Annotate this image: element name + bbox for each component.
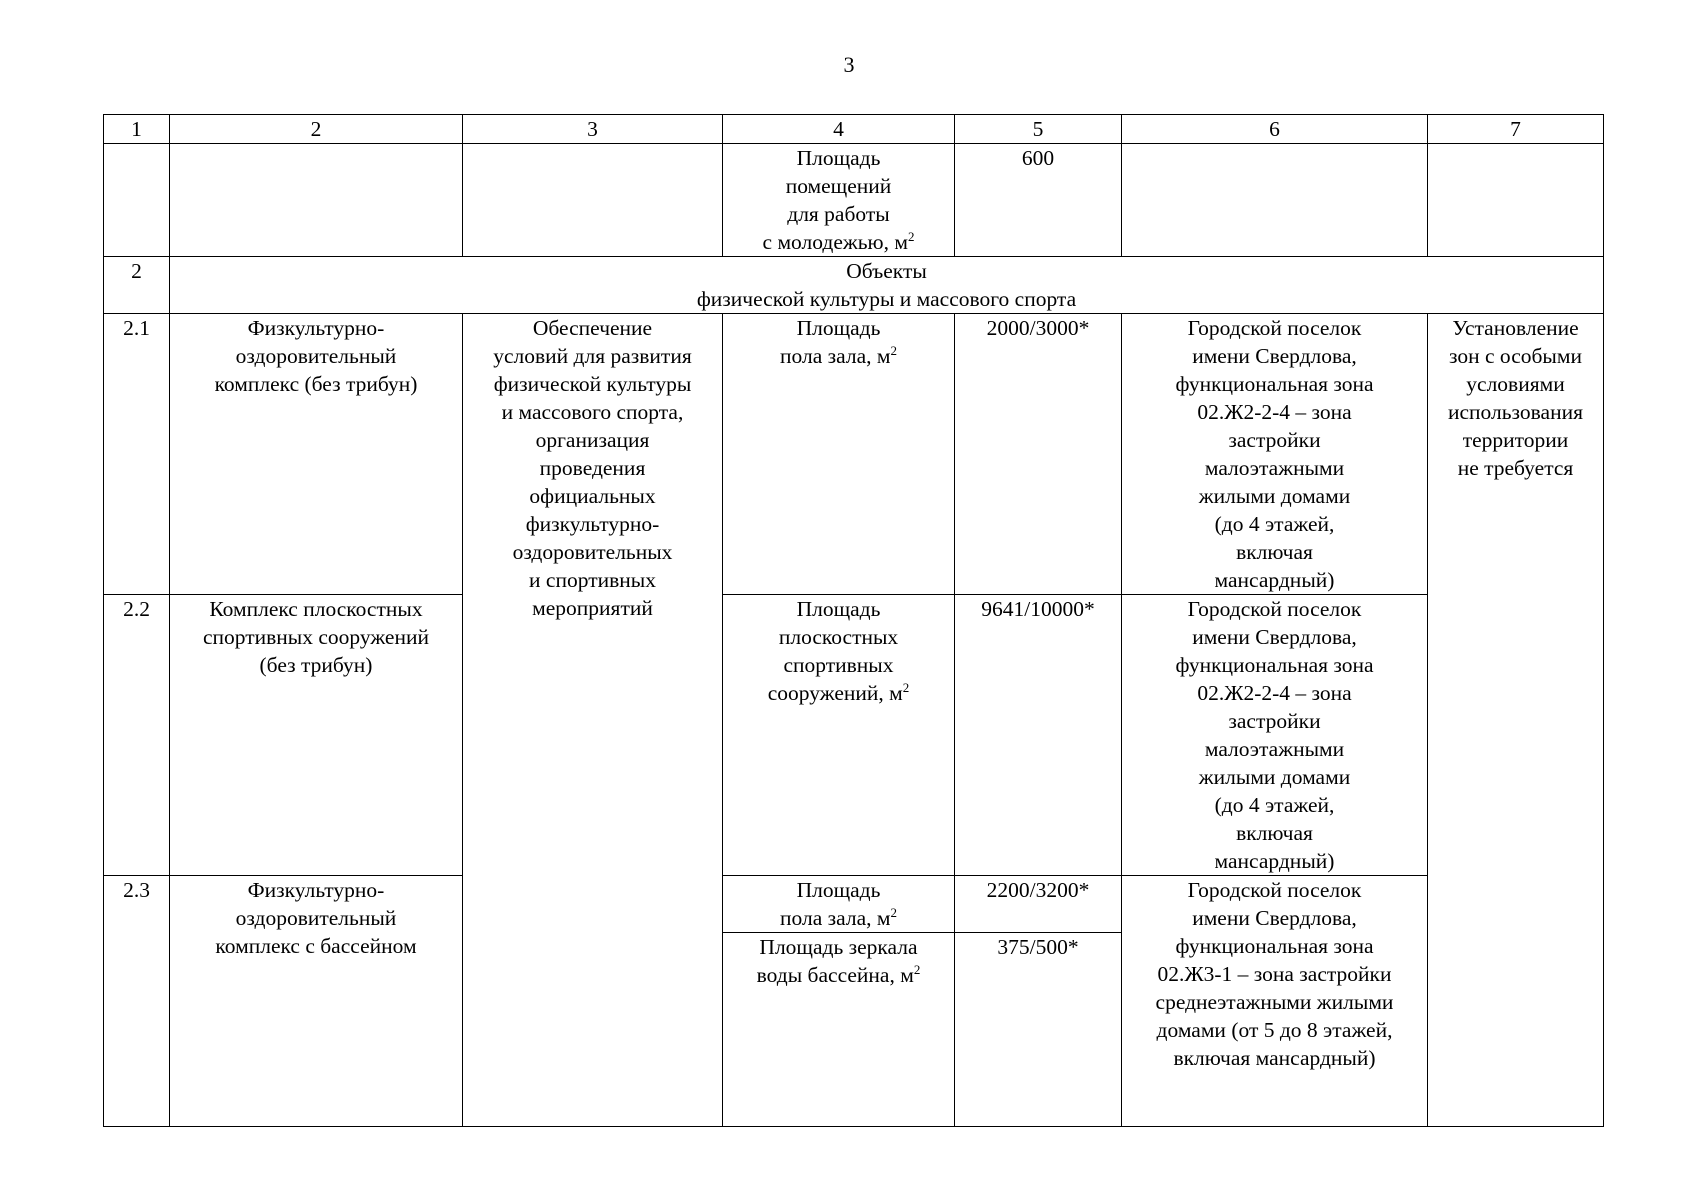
section-number: 2 — [104, 257, 170, 314]
row-number: 2.3 — [104, 876, 170, 1127]
row-number: 2.1 — [104, 314, 170, 595]
column-number-7: 7 — [1428, 115, 1604, 144]
indicator-cell — [723, 933, 955, 1127]
empty-cell — [1428, 144, 1604, 257]
value-cell: 2000/3000* — [955, 314, 1122, 595]
column-number-2: 2 — [170, 115, 463, 144]
section-title: Объекты физической культуры и массового спорта — [170, 257, 1604, 314]
table-row — [104, 595, 1604, 876]
value-cell: 600 — [955, 144, 1122, 257]
empty-cell — [170, 144, 463, 257]
object-name: Комплекс плоскостных спортивных сооружений (без трибун) — [170, 595, 463, 876]
superscript: 2 — [913, 961, 921, 977]
location-cell: Городской поселок имени Свердлова, функциональная зона 02.Ж3-1 – зона застройки среднеэтажными жилыми домами (от 5 до 8 этажей, включая мансардный) — [1122, 876, 1428, 1127]
purpose-cell: Обеспечение условий для развития физической культуры и массового спорта, организация проведения официальных физкультурно- оздоровительных и спортивных мероприятий — [463, 314, 723, 1127]
column-number-5: 5 — [955, 115, 1122, 144]
superscript: 2 — [907, 228, 915, 244]
object-name: Физкультурно- оздоровительный комплекс с бассейном — [170, 876, 463, 1127]
continued-row — [104, 144, 1604, 257]
column-number-4: 4 — [723, 115, 955, 144]
indicator-text: Площадь помещений для работы с молодежью, м — [762, 146, 908, 254]
row-number: 2.2 — [104, 595, 170, 876]
indicator-cell — [723, 314, 955, 595]
superscript: 2 — [890, 342, 897, 358]
indicator-text: Площадь зеркала воды бассейна, м — [756, 935, 918, 987]
value-cell: 9641/10000* — [955, 595, 1122, 876]
column-number-1: 1 — [104, 115, 170, 144]
empty-cell — [1122, 144, 1428, 257]
indicator-cell — [723, 144, 955, 257]
column-number-6: 6 — [1122, 115, 1428, 144]
column-number-row — [104, 115, 1604, 144]
value-cell: 375/500* — [955, 933, 1122, 1127]
column-number-3: 3 — [463, 115, 723, 144]
indicator-text: Площадь пола зала, м — [780, 878, 891, 930]
planning-table — [103, 114, 1604, 1127]
indicator-text: Площадь плоскостных спортивных сооружений, м — [767, 597, 903, 705]
superscript: 2 — [902, 679, 910, 695]
object-name: Физкультурно- оздоровительный комплекс (без трибун) — [170, 314, 463, 595]
location-cell: Городской поселок имени Свердлова, функциональная зона 02.Ж2-2-4 – зона застройки малоэтажными жилыми домами (до 4 этажей, включая мансардный) — [1122, 314, 1428, 595]
table-row — [104, 876, 1604, 933]
empty-cell — [104, 144, 170, 257]
table-row — [104, 314, 1604, 595]
page-number: 3 — [843, 52, 855, 77]
indicator-text: Площадь пола зала, м — [780, 316, 891, 368]
superscript: 2 — [890, 904, 897, 920]
location-cell: Городской поселок имени Свердлова, функциональная зона 02.Ж2-2-4 – зона застройки малоэтажными жилыми домами (до 4 этажей, включая мансардный) — [1122, 595, 1428, 876]
section-row — [104, 257, 1604, 314]
indicator-cell — [723, 595, 955, 876]
value-cell: 2200/3200* — [955, 876, 1122, 933]
indicator-cell — [723, 876, 955, 933]
zones-note-cell: Установление зон с особыми условиями использования территории не требуется — [1428, 314, 1604, 1127]
empty-cell — [463, 144, 723, 257]
